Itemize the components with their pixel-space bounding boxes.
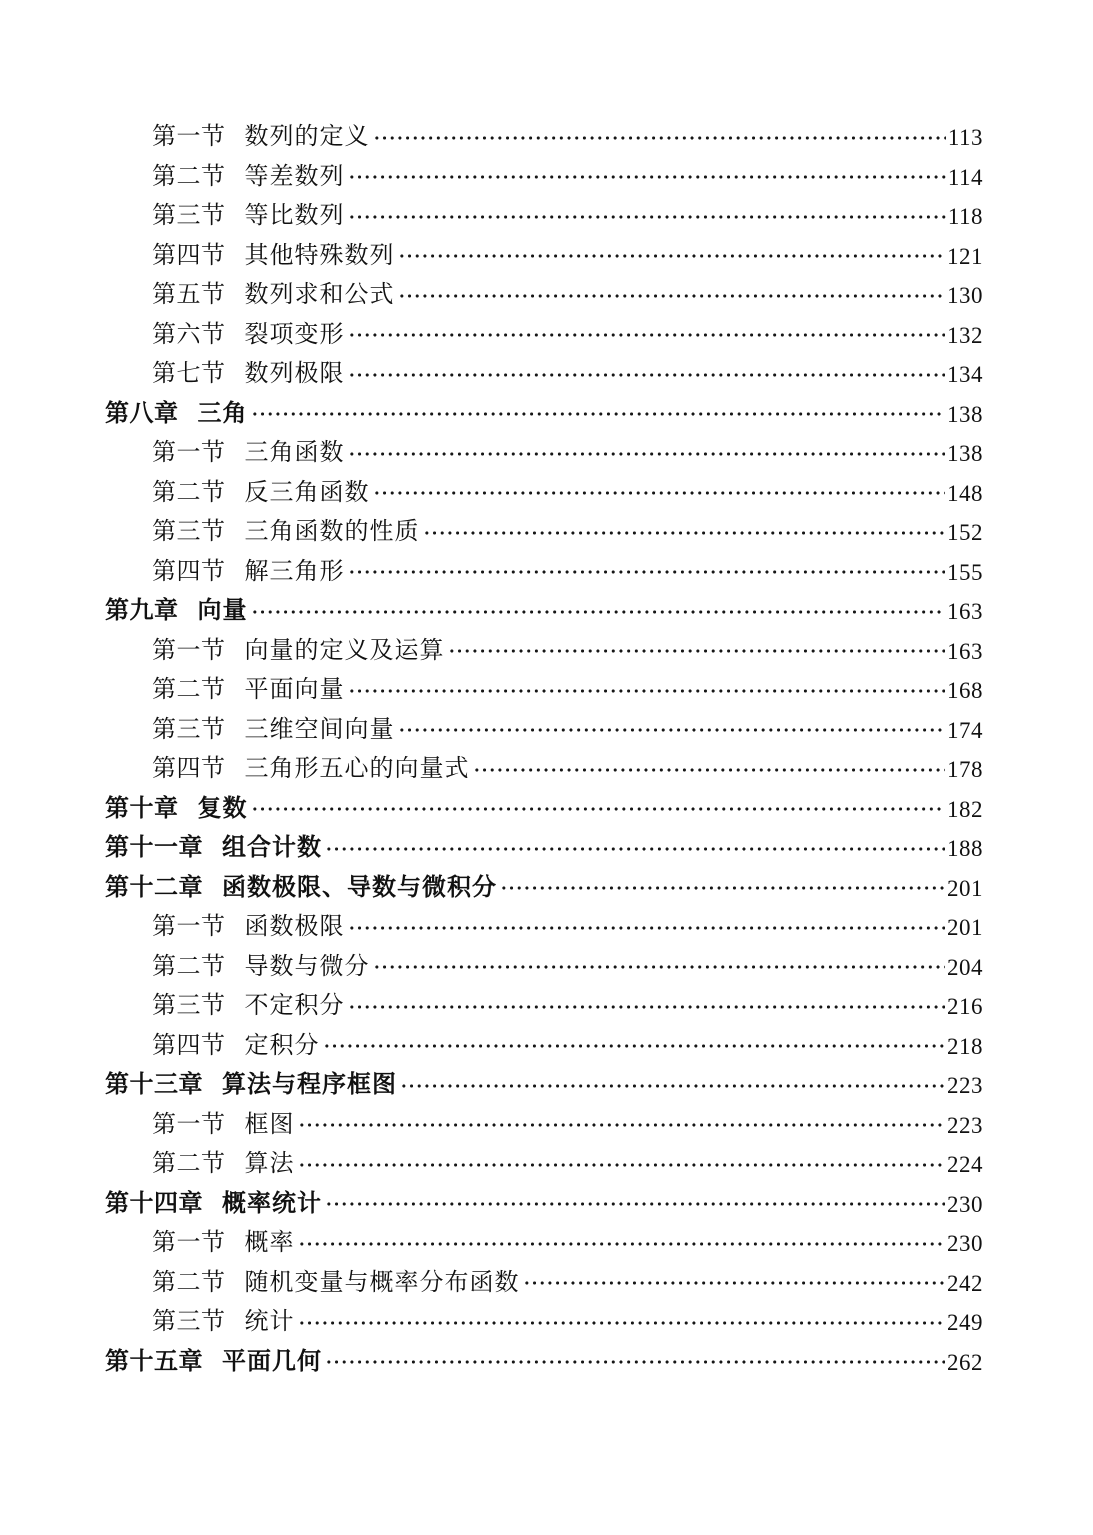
dot-leader (473, 750, 946, 790)
toc-entry-title: 三角函数的性质 (244, 519, 420, 545)
dot-leader (298, 1303, 946, 1343)
toc-entry-title: 裂项变形 (244, 321, 345, 348)
dot-leader (500, 869, 945, 909)
toc-entry-title: 数列求和公式 (244, 282, 395, 308)
toc-entry-number-label: 第十三章 (105, 1072, 203, 1098)
toc-entry-title: 算法 (244, 1151, 295, 1177)
toc-entry-title: 反三角函数 (244, 479, 370, 506)
toc-entry-number-label: 第一节 (152, 124, 226, 150)
toc-entry-row (105, 1303, 983, 1343)
toc-entry-row (105, 1264, 983, 1304)
dot-leader (348, 158, 946, 198)
toc-entry-row (105, 434, 983, 474)
toc-entry-page-number: 201 (947, 875, 983, 901)
toc-entry-number-label: 第十一章 (105, 835, 203, 861)
toc-entry-title: 数列的定义 (244, 124, 370, 150)
toc-entry-title: 算法与程序框图 (222, 1072, 397, 1098)
toc-entry-row (105, 948, 983, 988)
toc-entry-row (105, 632, 983, 672)
toc-entry-page-number: 152 (947, 520, 983, 545)
toc-entry-row (105, 711, 983, 751)
dot-leader (348, 987, 946, 1027)
toc-entry-page-number: 174 (947, 717, 983, 743)
toc-entry-title: 导数与微分 (244, 953, 370, 980)
toc-entry-row (105, 750, 983, 790)
toc-entry-page-number: 230 (947, 1231, 983, 1256)
toc-entry-number-label: 第七节 (152, 361, 226, 387)
toc-entry-number-label: 第五节 (152, 282, 226, 308)
toc-entry-number-label: 第十二章 (105, 874, 203, 901)
dot-leader (325, 1343, 945, 1383)
toc-entry-number-label: 第二节 (152, 1269, 226, 1296)
toc-entry-page-number: 218 (947, 1033, 983, 1059)
toc-entry-title: 框图 (244, 1111, 295, 1138)
toc-entry-page-number: 113 (947, 125, 983, 150)
toc-entry-title: 解三角形 (244, 558, 345, 585)
dot-leader (348, 316, 946, 356)
toc-entry-number-label: 第三节 (152, 203, 226, 229)
toc-entry-title: 等差数列 (244, 163, 345, 190)
toc-entry-title: 向量的定义及运算 (244, 637, 445, 664)
dot-leader (325, 1185, 945, 1225)
dot-leader (251, 592, 946, 632)
dot-leader (323, 1027, 946, 1067)
toc-entry-number-label: 第十章 (105, 795, 179, 822)
toc-entry-title: 概率统计 (222, 1190, 322, 1217)
dot-leader (423, 513, 946, 553)
dot-leader (448, 632, 946, 672)
dot-leader (251, 790, 946, 830)
toc-entry-page-number: 223 (947, 1073, 983, 1098)
toc-entry-number-label: 第十四章 (105, 1190, 203, 1217)
toc-entry-page-number: 249 (947, 1310, 983, 1335)
toc-entry-title: 函数极限、导数与微积分 (222, 874, 497, 901)
toc-entry-page-number: 242 (947, 1270, 983, 1296)
toc-entry-row (105, 908, 983, 948)
dot-leader (348, 671, 946, 711)
toc-entry-number-label: 第一节 (152, 637, 226, 664)
toc-entry-row (105, 671, 983, 711)
toc-entry-page-number: 138 (947, 401, 983, 427)
toc-entry-page-number: 224 (947, 1152, 983, 1177)
toc-entry-row (105, 592, 983, 632)
toc-entry-title: 不定积分 (244, 993, 345, 1019)
toc-entry-page-number: 155 (947, 559, 983, 585)
toc-entry-title: 定积分 (244, 1032, 320, 1059)
toc-entry-number-label: 第九章 (105, 598, 179, 624)
toc-entry-page-number: 134 (947, 362, 983, 387)
toc-entry-page-number: 130 (947, 283, 983, 308)
toc-entry-row (105, 553, 983, 593)
toc-entry-number-label: 第三节 (152, 1309, 226, 1335)
dot-leader (348, 908, 946, 948)
toc-entry-page-number: 182 (947, 796, 983, 822)
toc-entry-number-label: 第一节 (152, 1230, 226, 1256)
dot-leader (400, 1066, 945, 1106)
toc-entry-page-number: 201 (947, 915, 983, 940)
toc-entry-row (105, 987, 983, 1027)
toc-entry-number-label: 第六节 (152, 321, 226, 348)
dot-leader (523, 1264, 946, 1304)
toc-entry-page-number: 118 (947, 204, 983, 229)
toc-entry-title: 平面几何 (222, 1348, 322, 1375)
dot-leader (298, 1145, 946, 1185)
toc-entry-row (105, 118, 983, 158)
dot-leader (348, 553, 946, 593)
toc-entry-row (105, 513, 983, 553)
toc-entry-row (105, 197, 983, 237)
toc-entry-title: 三角形五心的向量式 (244, 756, 470, 782)
dot-leader (348, 434, 946, 474)
toc-entry-number-label: 第二节 (152, 479, 226, 506)
toc-entry-number-label: 第一节 (152, 1111, 226, 1138)
toc-entry-row (105, 158, 983, 198)
toc-entry-number-label: 第一节 (152, 914, 226, 940)
toc-entry-title: 向量 (197, 598, 248, 624)
dot-leader (398, 276, 946, 316)
toc-entry-title: 统计 (244, 1309, 295, 1335)
toc-entry-number-label: 第十五章 (105, 1348, 203, 1375)
toc-entry-number-label: 第二节 (152, 1151, 226, 1177)
toc-entry-number-label: 第四节 (152, 756, 226, 782)
toc-entry-page-number: 216 (947, 994, 983, 1019)
toc-entry-row (105, 474, 983, 514)
toc-entry-page-number: 230 (947, 1191, 983, 1217)
toc-entry-page-number: 163 (947, 638, 983, 664)
toc-entry-title: 随机变量与概率分布函数 (244, 1269, 520, 1296)
toc-entry-row (105, 1106, 983, 1146)
toc-entry-row (105, 316, 983, 356)
toc-entry-row (105, 1027, 983, 1067)
toc-entry-number-label: 第一节 (152, 440, 226, 466)
toc-entry-number-label: 第二节 (152, 953, 226, 980)
dot-leader (373, 474, 946, 514)
toc-entry-number-label: 第三节 (152, 993, 226, 1019)
toc-entry-number-label: 第四节 (152, 558, 226, 585)
toc-entry-row (105, 1185, 983, 1225)
toc-entry-page-number: 204 (947, 954, 983, 980)
toc-entry-title: 复数 (197, 795, 248, 822)
toc-entry-title: 等比数列 (244, 203, 345, 229)
toc-entry-page-number: 168 (947, 678, 983, 703)
toc-entry-row (105, 1343, 983, 1383)
toc-entry-row (105, 237, 983, 277)
toc-entry-number-label: 第三节 (152, 716, 226, 743)
toc-entry-row (105, 1224, 983, 1264)
toc-entry-row (105, 276, 983, 316)
toc-entry-title: 数列极限 (244, 361, 345, 387)
toc-entry-page-number: 188 (947, 836, 983, 861)
dot-leader (398, 711, 946, 751)
toc-entry-row (105, 790, 983, 830)
dot-leader (298, 1224, 946, 1264)
toc-entry-page-number: 148 (947, 480, 983, 506)
toc-entry-title: 函数极限 (244, 914, 345, 940)
toc-entry-page-number: 138 (947, 441, 983, 466)
toc-entry-page-number: 163 (947, 599, 983, 624)
toc-entry-page-number: 223 (947, 1112, 983, 1138)
toc-entry-title: 平面向量 (244, 677, 345, 703)
dot-leader (298, 1106, 946, 1146)
toc-entry-number-label: 第二节 (152, 163, 226, 190)
toc-entry-number-label: 第四节 (152, 1032, 226, 1059)
dot-leader (373, 118, 946, 158)
toc-entry-page-number: 121 (947, 243, 983, 269)
table-of-contents (105, 118, 983, 1382)
toc-entry-row (105, 829, 983, 869)
toc-entry-title: 三维空间向量 (244, 716, 395, 743)
dot-leader (348, 197, 946, 237)
toc-entry-number-label: 第二节 (152, 677, 226, 703)
toc-entry-row (105, 869, 983, 909)
dot-leader (348, 355, 946, 395)
toc-entry-page-number: 178 (947, 757, 983, 782)
toc-entry-number-label: 第四节 (152, 242, 226, 269)
toc-entry-row (105, 1066, 983, 1106)
toc-entry-number-label: 第三节 (152, 519, 226, 545)
dot-leader (325, 829, 945, 869)
toc-entry-row (105, 1145, 983, 1185)
toc-entry-title: 概率 (244, 1230, 295, 1256)
dot-leader (251, 395, 946, 435)
toc-entry-number-label: 第八章 (105, 400, 179, 427)
dot-leader (373, 948, 946, 988)
toc-entry-page-number: 262 (947, 1349, 983, 1375)
toc-entry-title: 三角函数 (244, 440, 345, 466)
toc-entry-row (105, 355, 983, 395)
toc-entry-title: 三角 (197, 400, 248, 427)
toc-entry-page-number: 132 (947, 322, 983, 348)
toc-entry-row (105, 395, 983, 435)
toc-entry-title: 组合计数 (222, 835, 322, 861)
dot-leader (398, 237, 946, 277)
toc-entry-page-number: 114 (947, 164, 983, 190)
toc-entry-title: 其他特殊数列 (244, 242, 395, 269)
